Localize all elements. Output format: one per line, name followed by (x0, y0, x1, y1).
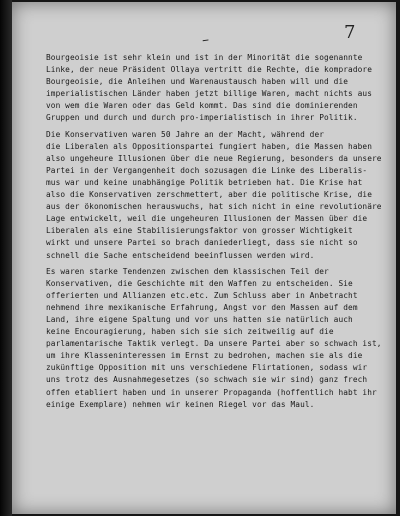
paragraph (46, 52, 396, 125)
page-number: 7 (344, 22, 356, 43)
text-line: von wem die Waren oder das Geld kommt. Das sind die dominierenden (46, 101, 358, 111)
text-line: Land, ihre eigene Spaltung und vor uns hatten sie natürlich auch (46, 314, 353, 324)
text-line: parlamentarische Taktik verlegt. Da unsere Partei aber so schwach ist, (46, 339, 382, 349)
text-line: Lage entwickelt, weil die ungeheuren Illusionen der Massen über die (46, 214, 368, 224)
paragraph (46, 266, 396, 411)
text-line: Es waren starke Tendenzen zwischen dem klassischen Teil der (46, 266, 329, 276)
text-line: zukünftige Opposition mit uns verschiedene Flirtationen, sodass wir (46, 363, 368, 373)
paragraph (46, 129, 396, 262)
scan-edge (0, 0, 12, 516)
text-line: um ihre Klasseninteressen im Ernst zu bedrohen, machen sie als die (46, 351, 363, 361)
text-line: wirkt und unsere Partei so brach daniederliegt, dass sie nicht so (46, 238, 358, 248)
text-line: Partei in der Vergangenheit doch sozusagen die Linke des Liberalis- (46, 165, 368, 175)
text-line: einige Exemplare) nehmen wir keinen Riegel vor das Maul. (46, 399, 315, 409)
text-line: Konservativen, die Geschichte mit den Waffen zu entscheiden. Sie (46, 278, 353, 288)
text-line: uns trotz des Ausnahmegesetzes (so schwach sie wir sind) ganz frech (46, 375, 368, 385)
text-line: offerierten und Allianzen etc.etc. Zum Schluss aber in Anbetracht (46, 290, 358, 300)
body-text (46, 52, 396, 411)
text-line: Liberalen als eine Stabilisierungsfaktor von grosser Wichtigkeit (46, 226, 353, 236)
document-page (12, 2, 396, 514)
text-line: Gruppen und durch und durch pro-imperialistisch in ihrer Politik. (46, 113, 358, 123)
text-line: offen etabliert haben und in unserer Propaganda (hoffentlich habt ihr (46, 387, 377, 397)
text-line: Linke, der neue Präsident Ollaya vertritt die Rechte, die kompradore (46, 65, 372, 75)
text-line: Bourgeoisie, die Anleihen und Warenaustausch haben will und die (46, 77, 349, 87)
text-line: nehmend ihre mexikanische Erfahrung, Angst vor den Massen auf dem (46, 302, 358, 312)
text-line: also die Konservativen zerschmettert, aber die politische Krise, die (46, 190, 372, 200)
handwritten-mark: – (200, 31, 211, 49)
text-line: die Liberalen als Oppositionspartei fungiert haben, die Massen haben (46, 141, 372, 151)
text-line: schnell die Sache entscheidend beeinflussen werden wird. (46, 250, 315, 260)
text-line: keine Encouragierung, haben sich sie sich zeitweilig auf die (46, 327, 334, 337)
text-line: imperialistischen Länder haben jetzt billige Waren, macht nichts aus (46, 89, 372, 99)
text-line: Die Konservativen waren 50 Jahre an der Macht, während der (46, 129, 325, 139)
text-line: also ungeheure Illusionen über die neue Regierung, besonders da unsere (46, 153, 382, 163)
text-line: Bourgeoisie ist sehr klein und ist in der Minorität die sogenannte (46, 53, 363, 62)
text-line: mus war und keine unabhängige Politik betrieben hat. Die Krise hat (46, 177, 363, 187)
text-line: aus der ökonomischen herauswuchs, hat sich nicht in eine revolutionäre (46, 202, 382, 212)
